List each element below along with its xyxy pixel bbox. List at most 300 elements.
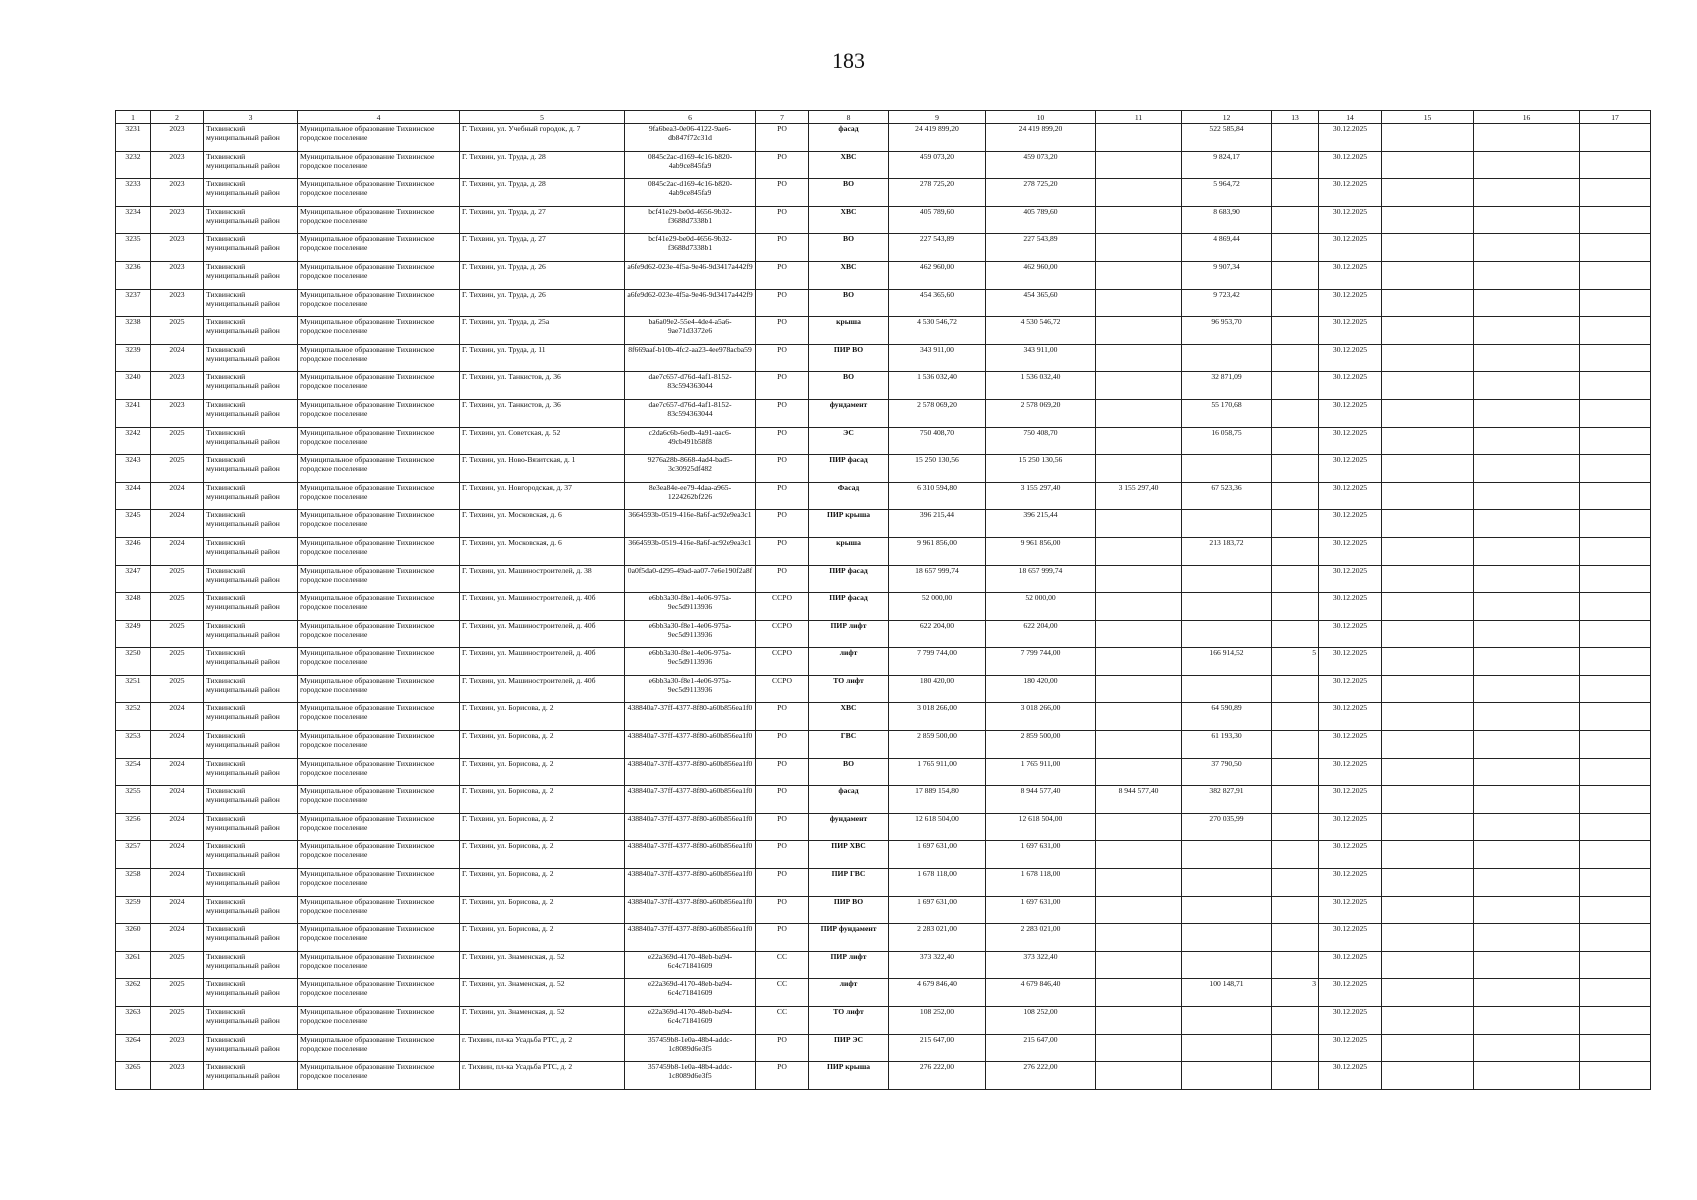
deadline-date-cell: 30.12.2025: [1319, 593, 1382, 621]
cost-col12-cell: 9 723,42: [1182, 289, 1272, 317]
work-type-cell: ПИР фасад: [809, 565, 889, 593]
cost-col12-cell: [1182, 620, 1272, 648]
column-header: 11: [1096, 111, 1182, 124]
deadline-date-cell: 30.12.2025: [1319, 979, 1382, 1007]
program-cell: РО: [756, 786, 809, 814]
col16-cell: [1474, 786, 1580, 814]
col17-cell: [1580, 261, 1651, 289]
district-cell: Тихвинский муниципальный район: [204, 731, 298, 759]
address-cell: г. Тихвин, пл-ка Усадьба РТС, д. 2: [460, 1062, 625, 1090]
total-cost-cell: 459 073,20: [889, 151, 986, 179]
cost-col10-cell: 3 155 297,40: [986, 482, 1096, 510]
cost-col11-cell: [1096, 289, 1182, 317]
address-cell: Г. Тихвин, ул. Танкистов, д. 36: [460, 372, 625, 400]
column-header: 9: [889, 111, 986, 124]
table-row: [116, 206, 1651, 234]
district-cell: Тихвинский муниципальный район: [204, 758, 298, 786]
col15-cell: [1382, 675, 1474, 703]
col15-cell: [1382, 427, 1474, 455]
row-number-cell: 3261: [116, 951, 151, 979]
municipality-cell: Муниципальное образование Тихвинское городское поселение: [298, 124, 460, 152]
cost-col10-cell: 1 697 631,00: [986, 896, 1096, 924]
deadline-date-cell: 30.12.2025: [1319, 455, 1382, 483]
program-cell: РО: [756, 455, 809, 483]
col15-cell: [1382, 648, 1474, 676]
address-cell: Г. Тихвин, ул. Учебный городок, д. 7: [460, 124, 625, 152]
col13-cell: [1272, 841, 1319, 869]
work-type-cell: крыша: [809, 537, 889, 565]
col17-cell: [1580, 675, 1651, 703]
col15-cell: [1382, 261, 1474, 289]
municipality-cell: Муниципальное образование Тихвинское городское поселение: [298, 648, 460, 676]
year-cell: 2023: [151, 372, 204, 400]
municipality-cell: Муниципальное образование Тихвинское городское поселение: [298, 427, 460, 455]
col17-cell: [1580, 151, 1651, 179]
cost-col10-cell: 373 322,40: [986, 951, 1096, 979]
row-number-cell: 3242: [116, 427, 151, 455]
column-header: 3: [204, 111, 298, 124]
municipality-cell: Муниципальное образование Тихвинское городское поселение: [298, 924, 460, 952]
address-cell: Г. Тихвин, ул. Машиностроителей, д. 40б: [460, 593, 625, 621]
municipality-cell: Муниципальное образование Тихвинское городское поселение: [298, 344, 460, 372]
cost-col12-cell: [1182, 565, 1272, 593]
house-guid-cell: 438840a7-37ff-4377-8f80-a60b856ea1f0: [625, 758, 756, 786]
address-cell: Г. Тихвин, ул. Знаменская, д. 52: [460, 1007, 625, 1035]
cost-col11-cell: [1096, 703, 1182, 731]
total-cost-cell: 2 859 500,00: [889, 731, 986, 759]
col13-cell: [1272, 813, 1319, 841]
total-cost-cell: 12 618 504,00: [889, 813, 986, 841]
cost-col11-cell: [1096, 869, 1182, 897]
address-cell: Г. Тихвин, ул. Машиностроителей, д. 40б: [460, 648, 625, 676]
col13-cell: [1272, 758, 1319, 786]
district-cell: Тихвинский муниципальный район: [204, 593, 298, 621]
deadline-date-cell: 30.12.2025: [1319, 565, 1382, 593]
page-number: 183: [832, 48, 865, 73]
table-row: [116, 510, 1651, 538]
year-cell: 2023: [151, 124, 204, 152]
col16-cell: [1474, 869, 1580, 897]
row-number-cell: 3241: [116, 399, 151, 427]
cost-col12-cell: 55 170,68: [1182, 399, 1272, 427]
col15-cell: [1382, 206, 1474, 234]
work-type-cell: ВО: [809, 179, 889, 207]
table-row: [116, 372, 1651, 400]
col16-cell: [1474, 620, 1580, 648]
cost-col11-cell: [1096, 344, 1182, 372]
table-row: [116, 703, 1651, 731]
column-header: 14: [1319, 111, 1382, 124]
address-cell: Г. Тихвин, ул. Труда, д. 27: [460, 234, 625, 262]
table-row: [116, 786, 1651, 814]
col15-cell: [1382, 1062, 1474, 1090]
deadline-date-cell: 30.12.2025: [1319, 703, 1382, 731]
work-type-cell: ПИР лифт: [809, 620, 889, 648]
col16-cell: [1474, 317, 1580, 345]
work-type-cell: ПИР ГВС: [809, 869, 889, 897]
col13-cell: [1272, 731, 1319, 759]
total-cost-cell: 1 765 911,00: [889, 758, 986, 786]
col16-cell: [1474, 703, 1580, 731]
district-cell: Тихвинский муниципальный район: [204, 924, 298, 952]
col15-cell: [1382, 344, 1474, 372]
district-cell: Тихвинский муниципальный район: [204, 841, 298, 869]
row-number-cell: 3252: [116, 703, 151, 731]
house-guid-cell: dae7c657-d76d-4af1-8152-83c594363044: [625, 399, 756, 427]
table-row: [116, 344, 1651, 372]
cost-col12-cell: [1182, 455, 1272, 483]
cost-col10-cell: 4 530 546,72: [986, 317, 1096, 345]
cost-col12-cell: [1182, 951, 1272, 979]
work-type-cell: ПИР ХВС: [809, 841, 889, 869]
col13-cell: [1272, 593, 1319, 621]
house-guid-cell: 0845c2ac-d169-4c16-b820-4ab9ce845fa9: [625, 179, 756, 207]
deadline-date-cell: 30.12.2025: [1319, 179, 1382, 207]
row-number-cell: 3240: [116, 372, 151, 400]
work-type-cell: ТО лифт: [809, 675, 889, 703]
program-cell: РО: [756, 841, 809, 869]
district-cell: Тихвинский муниципальный район: [204, 979, 298, 1007]
program-cell: РО: [756, 289, 809, 317]
row-number-cell: 3259: [116, 896, 151, 924]
table-row: [116, 979, 1651, 1007]
program-cell: ССРО: [756, 675, 809, 703]
municipality-cell: Муниципальное образование Тихвинское городское поселение: [298, 261, 460, 289]
col13-cell: [1272, 179, 1319, 207]
deadline-date-cell: 30.12.2025: [1319, 537, 1382, 565]
col17-cell: [1580, 841, 1651, 869]
col15-cell: [1382, 758, 1474, 786]
municipality-cell: Муниципальное образование Тихвинское городское поселение: [298, 896, 460, 924]
col13-cell: [1272, 124, 1319, 152]
house-guid-cell: 9276a28b-8668-4ad4-bad5-3c30925df482: [625, 455, 756, 483]
deadline-date-cell: 30.12.2025: [1319, 675, 1382, 703]
cost-col11-cell: [1096, 124, 1182, 152]
program-cell: СС: [756, 979, 809, 1007]
col15-cell: [1382, 703, 1474, 731]
cost-col11-cell: [1096, 565, 1182, 593]
table-row: [116, 896, 1651, 924]
work-type-cell: ВО: [809, 289, 889, 317]
municipality-cell: Муниципальное образование Тихвинское городское поселение: [298, 869, 460, 897]
cost-col11-cell: [1096, 731, 1182, 759]
program-cell: РО: [756, 124, 809, 152]
cost-col11-cell: [1096, 399, 1182, 427]
house-guid-cell: bcf41e29-be0d-4656-9b32-f3688d7338b1: [625, 206, 756, 234]
cost-col10-cell: 750 408,70: [986, 427, 1096, 455]
col16-cell: [1474, 482, 1580, 510]
col15-cell: [1382, 510, 1474, 538]
year-cell: 2025: [151, 427, 204, 455]
total-cost-cell: 7 799 744,00: [889, 648, 986, 676]
table-row: [116, 124, 1651, 152]
column-header: 16: [1474, 111, 1580, 124]
work-type-cell: ХВС: [809, 703, 889, 731]
col16-cell: [1474, 593, 1580, 621]
col17-cell: [1580, 344, 1651, 372]
program-cell: РО: [756, 151, 809, 179]
district-cell: Тихвинский муниципальный район: [204, 620, 298, 648]
col15-cell: [1382, 537, 1474, 565]
col17-cell: [1580, 455, 1651, 483]
col17-cell: [1580, 372, 1651, 400]
col16-cell: [1474, 896, 1580, 924]
table-row: [116, 1034, 1651, 1062]
deadline-date-cell: 30.12.2025: [1319, 482, 1382, 510]
deadline-date-cell: 30.12.2025: [1319, 731, 1382, 759]
cost-col12-cell: [1182, 896, 1272, 924]
total-cost-cell: 24 419 899,20: [889, 124, 986, 152]
table-row: [116, 620, 1651, 648]
col16-cell: [1474, 261, 1580, 289]
col13-cell: [1272, 537, 1319, 565]
cost-col11-cell: 8 944 577,40: [1096, 786, 1182, 814]
house-guid-cell: 438840a7-37ff-4377-8f80-a60b856ea1f0: [625, 841, 756, 869]
col17-cell: [1580, 234, 1651, 262]
cost-col12-cell: 67 523,36: [1182, 482, 1272, 510]
deadline-date-cell: 30.12.2025: [1319, 372, 1382, 400]
year-cell: 2023: [151, 234, 204, 262]
district-cell: Тихвинский муниципальный район: [204, 317, 298, 345]
address-cell: Г. Тихвин, ул. Новгородская, д. 37: [460, 482, 625, 510]
table-row: [116, 317, 1651, 345]
col13-cell: 5: [1272, 648, 1319, 676]
address-cell: Г. Тихвин, ул. Знаменская, д. 52: [460, 979, 625, 1007]
house-guid-cell: dae7c657-d76d-4af1-8152-83c594363044: [625, 372, 756, 400]
program-cell: РО: [756, 537, 809, 565]
cost-col12-cell: 64 590,89: [1182, 703, 1272, 731]
house-guid-cell: 438840a7-37ff-4377-8f80-a60b856ea1f0: [625, 869, 756, 897]
deadline-date-cell: 30.12.2025: [1319, 289, 1382, 317]
total-cost-cell: 17 889 154,80: [889, 786, 986, 814]
total-cost-cell: 405 789,60: [889, 206, 986, 234]
cost-col10-cell: 2 283 021,00: [986, 924, 1096, 952]
col16-cell: [1474, 537, 1580, 565]
cost-col12-cell: [1182, 1007, 1272, 1035]
cost-col11-cell: [1096, 261, 1182, 289]
address-cell: Г. Тихвин, ул. Труда, д. 28: [460, 151, 625, 179]
col13-cell: [1272, 1062, 1319, 1090]
col16-cell: [1474, 1034, 1580, 1062]
row-number-cell: 3249: [116, 620, 151, 648]
work-type-cell: ХВС: [809, 151, 889, 179]
address-cell: Г. Тихвин, ул. Борисова, д. 2: [460, 786, 625, 814]
col15-cell: [1382, 317, 1474, 345]
cost-col12-cell: 4 869,44: [1182, 234, 1272, 262]
col15-cell: [1382, 869, 1474, 897]
municipality-cell: Муниципальное образование Тихвинское городское поселение: [298, 951, 460, 979]
col17-cell: [1580, 289, 1651, 317]
total-cost-cell: 2 283 021,00: [889, 924, 986, 952]
work-type-cell: фасад: [809, 786, 889, 814]
total-cost-cell: 276 222,00: [889, 1062, 986, 1090]
district-cell: Тихвинский муниципальный район: [204, 1062, 298, 1090]
col16-cell: [1474, 951, 1580, 979]
district-cell: Тихвинский муниципальный район: [204, 372, 298, 400]
municipality-cell: Муниципальное образование Тихвинское городское поселение: [298, 234, 460, 262]
work-type-cell: ВО: [809, 234, 889, 262]
address-cell: Г. Тихвин, ул. Борисова, д. 2: [460, 869, 625, 897]
cost-col10-cell: 1 678 118,00: [986, 869, 1096, 897]
cost-col12-cell: [1182, 510, 1272, 538]
program-cell: РО: [756, 427, 809, 455]
cost-col11-cell: [1096, 427, 1182, 455]
total-cost-cell: 454 365,60: [889, 289, 986, 317]
col13-cell: [1272, 924, 1319, 952]
year-cell: 2024: [151, 841, 204, 869]
deadline-date-cell: 30.12.2025: [1319, 813, 1382, 841]
col16-cell: [1474, 427, 1580, 455]
col17-cell: [1580, 896, 1651, 924]
deadline-date-cell: 30.12.2025: [1319, 261, 1382, 289]
cost-col11-cell: [1096, 372, 1182, 400]
work-type-cell: ГВС: [809, 731, 889, 759]
col17-cell: [1580, 786, 1651, 814]
year-cell: 2024: [151, 758, 204, 786]
cost-col10-cell: 1 765 911,00: [986, 758, 1096, 786]
cost-col10-cell: 2 859 500,00: [986, 731, 1096, 759]
col16-cell: [1474, 675, 1580, 703]
row-number-cell: 3245: [116, 510, 151, 538]
table-row: [116, 261, 1651, 289]
district-cell: Тихвинский муниципальный район: [204, 399, 298, 427]
work-type-cell: ЭС: [809, 427, 889, 455]
program-cell: ССРО: [756, 648, 809, 676]
cost-col10-cell: 24 419 899,20: [986, 124, 1096, 152]
program-cell: РО: [756, 234, 809, 262]
col13-cell: [1272, 372, 1319, 400]
col17-cell: [1580, 703, 1651, 731]
total-cost-cell: 215 647,00: [889, 1034, 986, 1062]
row-number-cell: 3234: [116, 206, 151, 234]
deadline-date-cell: 30.12.2025: [1319, 1062, 1382, 1090]
cost-col12-cell: 270 035,99: [1182, 813, 1272, 841]
year-cell: 2025: [151, 565, 204, 593]
program-cell: ССРО: [756, 620, 809, 648]
table-row: [116, 869, 1651, 897]
col15-cell: [1382, 399, 1474, 427]
cost-col12-cell: 213 183,72: [1182, 537, 1272, 565]
column-header: 13: [1272, 111, 1319, 124]
cost-col12-cell: 382 827,91: [1182, 786, 1272, 814]
table-row: [116, 731, 1651, 759]
column-header: 12: [1182, 111, 1272, 124]
cost-col11-cell: [1096, 841, 1182, 869]
deadline-date-cell: 30.12.2025: [1319, 648, 1382, 676]
total-cost-cell: 15 250 130,56: [889, 455, 986, 483]
cost-col11-cell: [1096, 620, 1182, 648]
address-cell: Г. Тихвин, ул. Танкистов, д. 36: [460, 399, 625, 427]
year-cell: 2025: [151, 675, 204, 703]
col13-cell: [1272, 234, 1319, 262]
work-type-cell: ТО лифт: [809, 1007, 889, 1035]
col17-cell: [1580, 206, 1651, 234]
col15-cell: [1382, 593, 1474, 621]
house-guid-cell: 357459b8-1e0a-48b4-addc-1c8089d6e3f5: [625, 1034, 756, 1062]
house-guid-cell: 438840a7-37ff-4377-8f80-a60b856ea1f0: [625, 813, 756, 841]
work-type-cell: крыша: [809, 317, 889, 345]
cost-col12-cell: 8 683,90: [1182, 206, 1272, 234]
program-cell: РО: [756, 703, 809, 731]
table-row: [116, 151, 1651, 179]
total-cost-cell: 108 252,00: [889, 1007, 986, 1035]
municipality-cell: Муниципальное образование Тихвинское городское поселение: [298, 455, 460, 483]
column-header: 10: [986, 111, 1096, 124]
col15-cell: [1382, 455, 1474, 483]
address-cell: Г. Тихвин, ул. Борисова, д. 2: [460, 703, 625, 731]
work-type-cell: ПИР ЭС: [809, 1034, 889, 1062]
col17-cell: [1580, 979, 1651, 1007]
register-table: [115, 110, 1651, 1090]
cost-col11-cell: [1096, 151, 1182, 179]
district-cell: Тихвинский муниципальный район: [204, 703, 298, 731]
house-guid-cell: 3664593b-0519-416e-8a6f-ac92e9ea3c1: [625, 510, 756, 538]
col13-cell: [1272, 565, 1319, 593]
table-row: [116, 427, 1651, 455]
work-type-cell: лифт: [809, 648, 889, 676]
year-cell: 2023: [151, 289, 204, 317]
cost-col10-cell: 278 725,20: [986, 179, 1096, 207]
work-type-cell: ПИР фасад: [809, 455, 889, 483]
col17-cell: [1580, 1034, 1651, 1062]
municipality-cell: Муниципальное образование Тихвинское городское поселение: [298, 565, 460, 593]
cost-col11-cell: [1096, 1062, 1182, 1090]
cost-col11-cell: [1096, 537, 1182, 565]
col15-cell: [1382, 841, 1474, 869]
col17-cell: [1580, 317, 1651, 345]
work-type-cell: ПИР лифт: [809, 951, 889, 979]
cost-col11-cell: [1096, 1007, 1182, 1035]
col16-cell: [1474, 1062, 1580, 1090]
municipality-cell: Муниципальное образование Тихвинское городское поселение: [298, 1034, 460, 1062]
row-number-cell: 3236: [116, 261, 151, 289]
total-cost-cell: 373 322,40: [889, 951, 986, 979]
col16-cell: [1474, 344, 1580, 372]
cost-col12-cell: [1182, 344, 1272, 372]
house-guid-cell: e22a369d-4170-48eb-ba94-6c4c71841609: [625, 1007, 756, 1035]
col13-cell: [1272, 951, 1319, 979]
col16-cell: [1474, 179, 1580, 207]
address-cell: Г. Тихвин, ул. Борисова, д. 2: [460, 731, 625, 759]
column-header: 8: [809, 111, 889, 124]
column-header: 2: [151, 111, 204, 124]
house-guid-cell: e22a369d-4170-48eb-ba94-6c4c71841609: [625, 979, 756, 1007]
cost-col10-cell: 343 911,00: [986, 344, 1096, 372]
col16-cell: [1474, 731, 1580, 759]
municipality-cell: Муниципальное образование Тихвинское городское поселение: [298, 813, 460, 841]
col13-cell: [1272, 455, 1319, 483]
col16-cell: [1474, 648, 1580, 676]
cost-col10-cell: 4 679 846,40: [986, 979, 1096, 1007]
district-cell: Тихвинский муниципальный район: [204, 869, 298, 897]
municipality-cell: Муниципальное образование Тихвинское городское поселение: [298, 537, 460, 565]
col15-cell: [1382, 951, 1474, 979]
address-cell: Г. Тихвин, ул. Машиностроителей, д. 40б: [460, 675, 625, 703]
col16-cell: [1474, 979, 1580, 1007]
program-cell: РО: [756, 1062, 809, 1090]
col17-cell: [1580, 427, 1651, 455]
municipality-cell: Муниципальное образование Тихвинское городское поселение: [298, 510, 460, 538]
district-cell: Тихвинский муниципальный район: [204, 151, 298, 179]
row-number-cell: 3253: [116, 731, 151, 759]
municipality-cell: Муниципальное образование Тихвинское городское поселение: [298, 151, 460, 179]
deadline-date-cell: 30.12.2025: [1319, 510, 1382, 538]
deadline-date-cell: 30.12.2025: [1319, 206, 1382, 234]
cost-col12-cell: [1182, 675, 1272, 703]
year-cell: 2024: [151, 896, 204, 924]
cost-col12-cell: [1182, 593, 1272, 621]
deadline-date-cell: 30.12.2025: [1319, 841, 1382, 869]
